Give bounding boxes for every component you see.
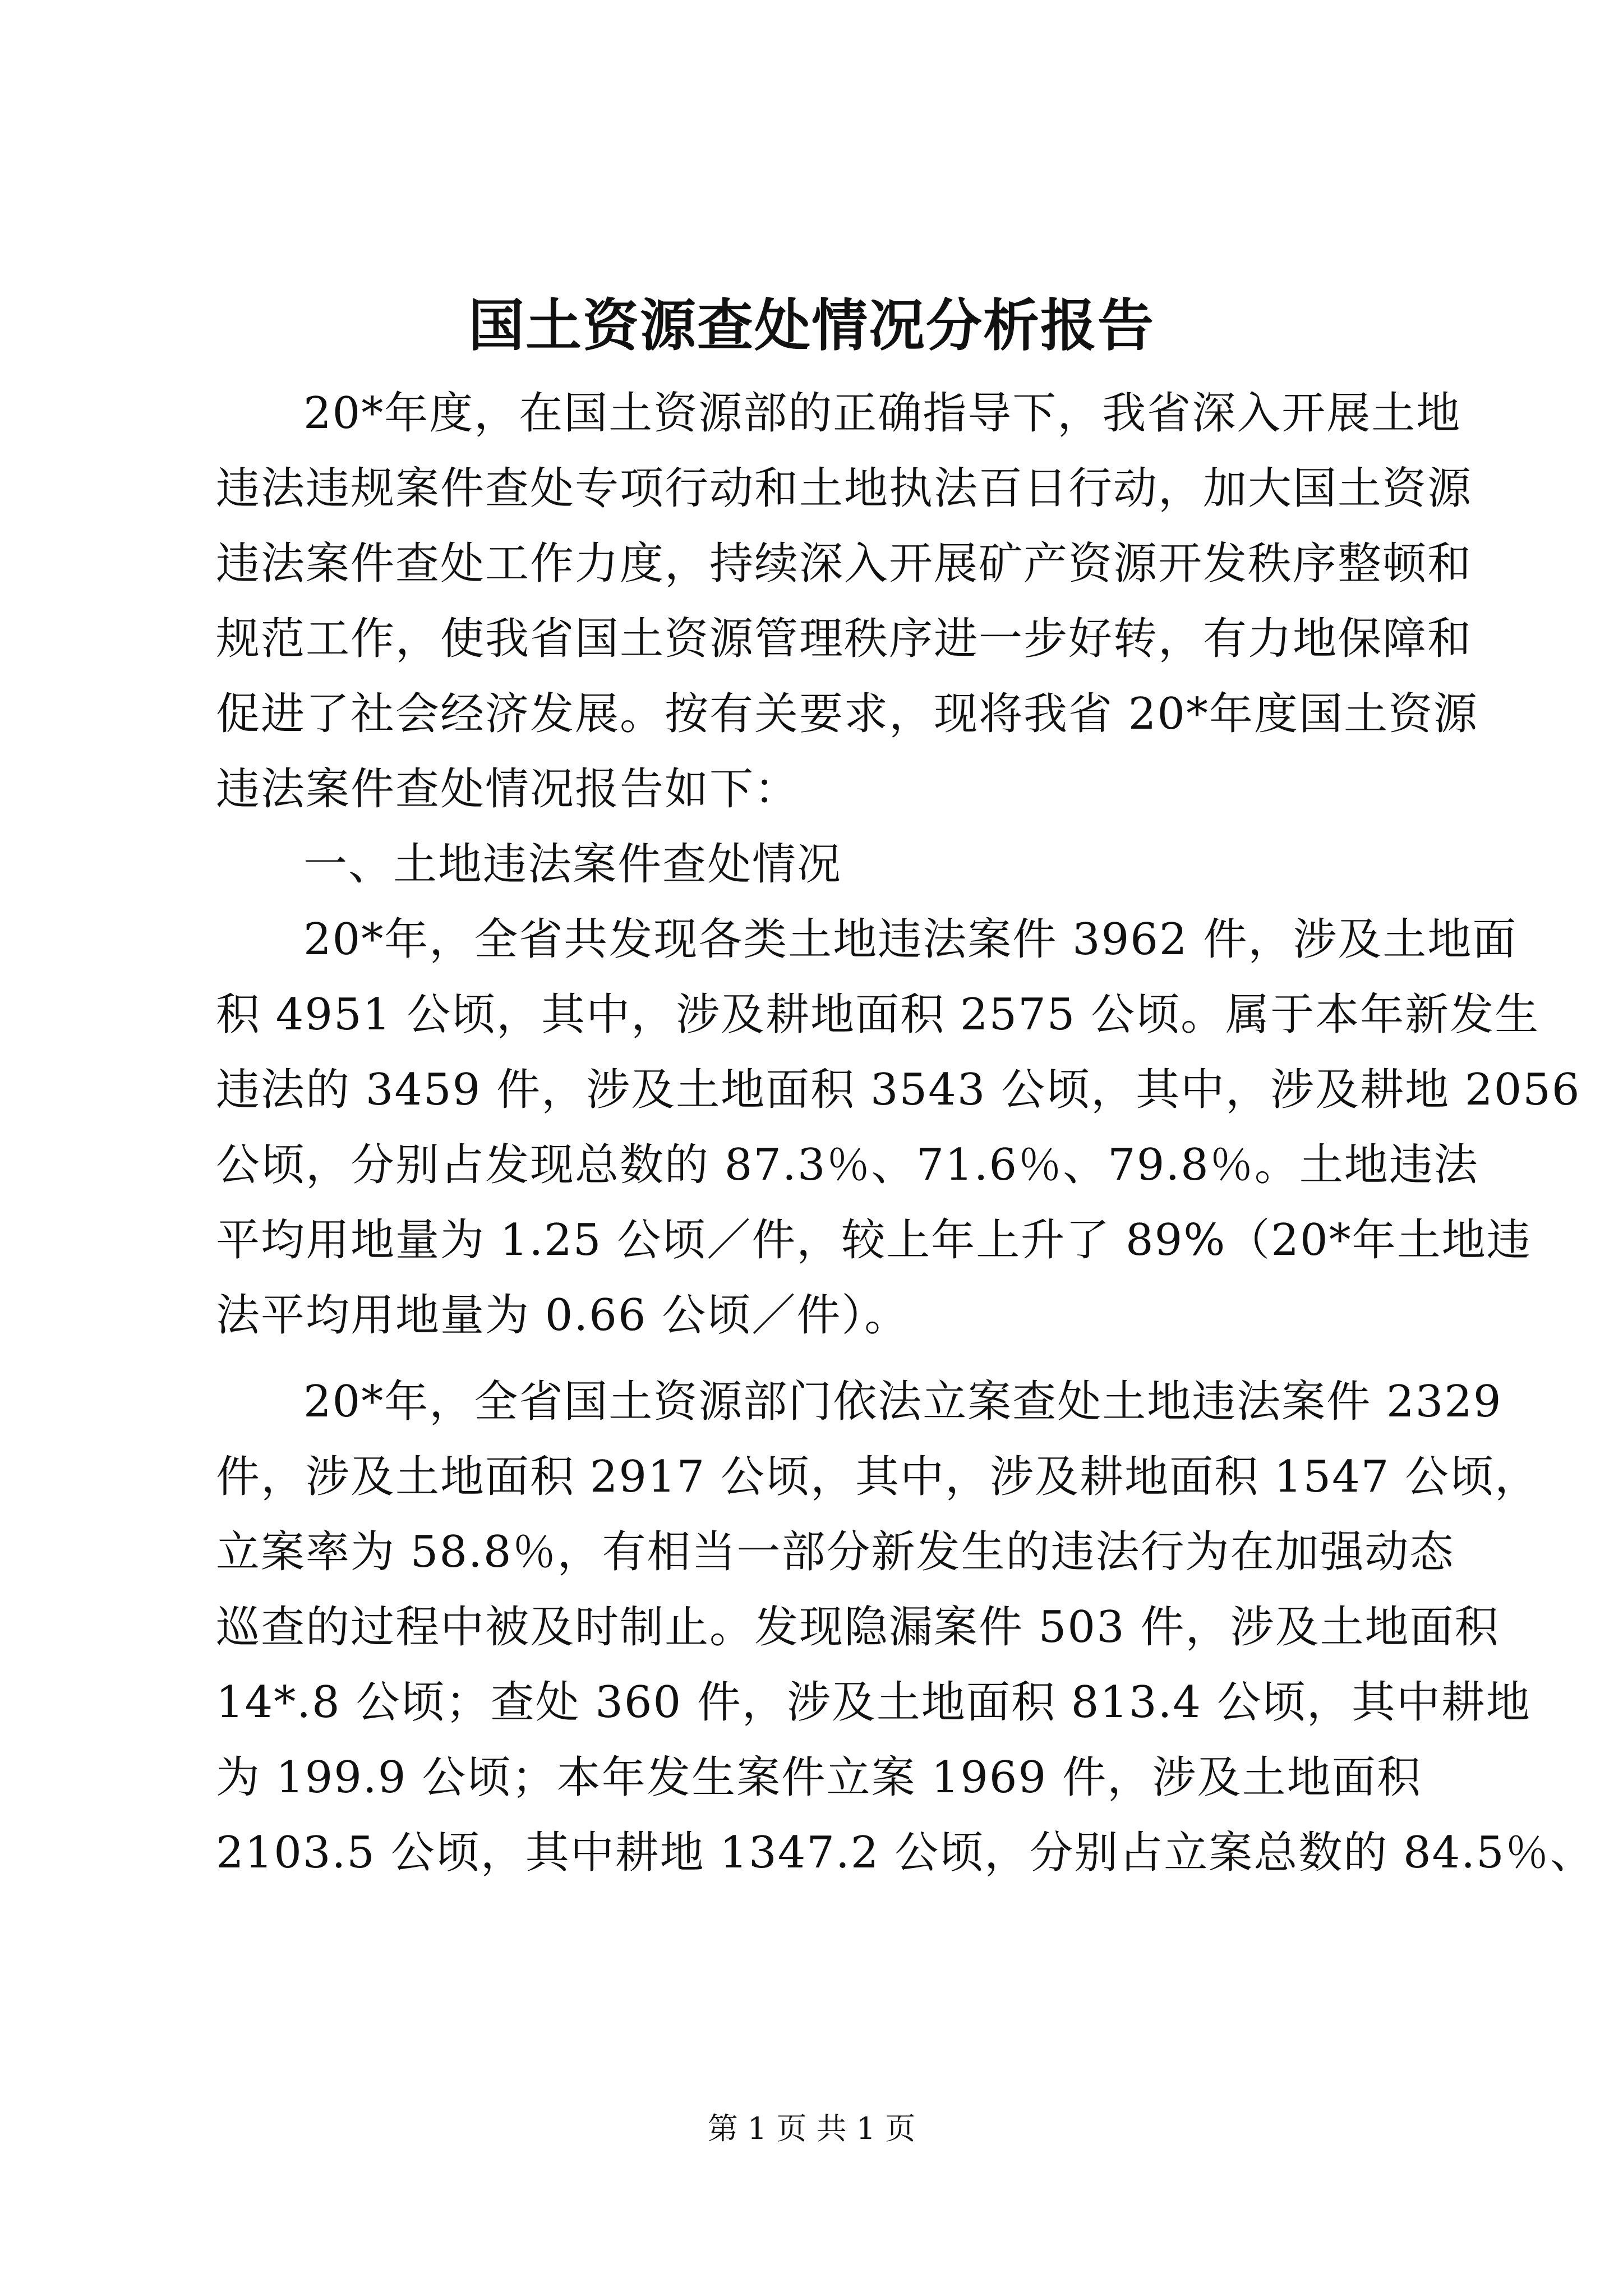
paragraph-line: 20*年，全省共发现各类土地违法案件 3962 件，涉及土地面 [303, 914, 1518, 965]
paragraph-line: 违法案件查处情况报告如下： [216, 764, 800, 815]
paragraph-line: 违法违规案件查处专项行动和土地执法百日行动，加大国土资源 [216, 463, 1473, 514]
paragraph-line: 促进了社会经济发展。按有关要求，现将我省 20*年度国土资源 [216, 689, 1479, 739]
paragraph-line: 平均用地量为 1.25 公顷／件，较上年上升了 89%（20*年土地违 [216, 1215, 1532, 1266]
paragraph-line: 违法的 3459 件，涉及土地面积 3543 公顷，其中，涉及耕地 2056 [216, 1065, 1581, 1115]
paragraph-line: 规范工作，使我省国土资源管理秩序进一步好转，有力地保障和 [216, 614, 1473, 664]
paragraph-line: 积 4951 公顷，其中，涉及耕地面积 2575 公顷。属于本年新发生 [216, 990, 1540, 1040]
paragraph-line: 法平均用地量为 0.66 公顷／件）。 [216, 1290, 910, 1341]
paragraph-line: 立案率为 58.8％，有相当一部分新发生的违法行为在加强动态 [216, 1527, 1455, 1577]
document-body [216, 376, 1595, 1890]
paragraph-line: 20*年，全省国土资源部门依法立案查处土地违法案件 2329 [303, 1377, 1502, 1427]
paragraph-line: 为 199.9 公顷；本年发生案件立案 1969 件，涉及土地面积 [216, 1752, 1422, 1803]
paragraph-line: 件，涉及土地面积 2917 公顷，其中，涉及耕地面积 1547 公顷， [216, 1452, 1540, 1502]
section-heading: 一、土地违法案件查处情况 [303, 839, 842, 890]
paragraph-line: 2103.5 公顷，其中耕地 1347.2 公顷，分别占立案总数的 84.5％、 [216, 1828, 1595, 1878]
page-footer: 第 1 页 共 1 页 [707, 2111, 916, 2146]
paragraph-gap [216, 1353, 1422, 1364]
paragraph-line: 公顷，分别占发现总数的 87.3％、71.6％、79.8％。土地违法 [216, 1140, 1479, 1190]
paragraph-line: 14*.8 公顷；查处 360 件，涉及土地面积 813.4 公顷，其中耕地 [216, 1677, 1531, 1728]
paragraph-line: 巡查的过程中被及时制止。发现隐漏案件 503 件，涉及土地面积 [216, 1602, 1500, 1653]
paragraph-line: 违法案件查处工作力度，持续深入开展矿产资源开发秩序整顿和 [216, 539, 1473, 589]
document-title: 国土资源查处情况分析报告 [468, 292, 1155, 358]
paragraph-line: 20*年度，在国土资源部的正确指导下，我省深入开展土地 [303, 388, 1461, 439]
